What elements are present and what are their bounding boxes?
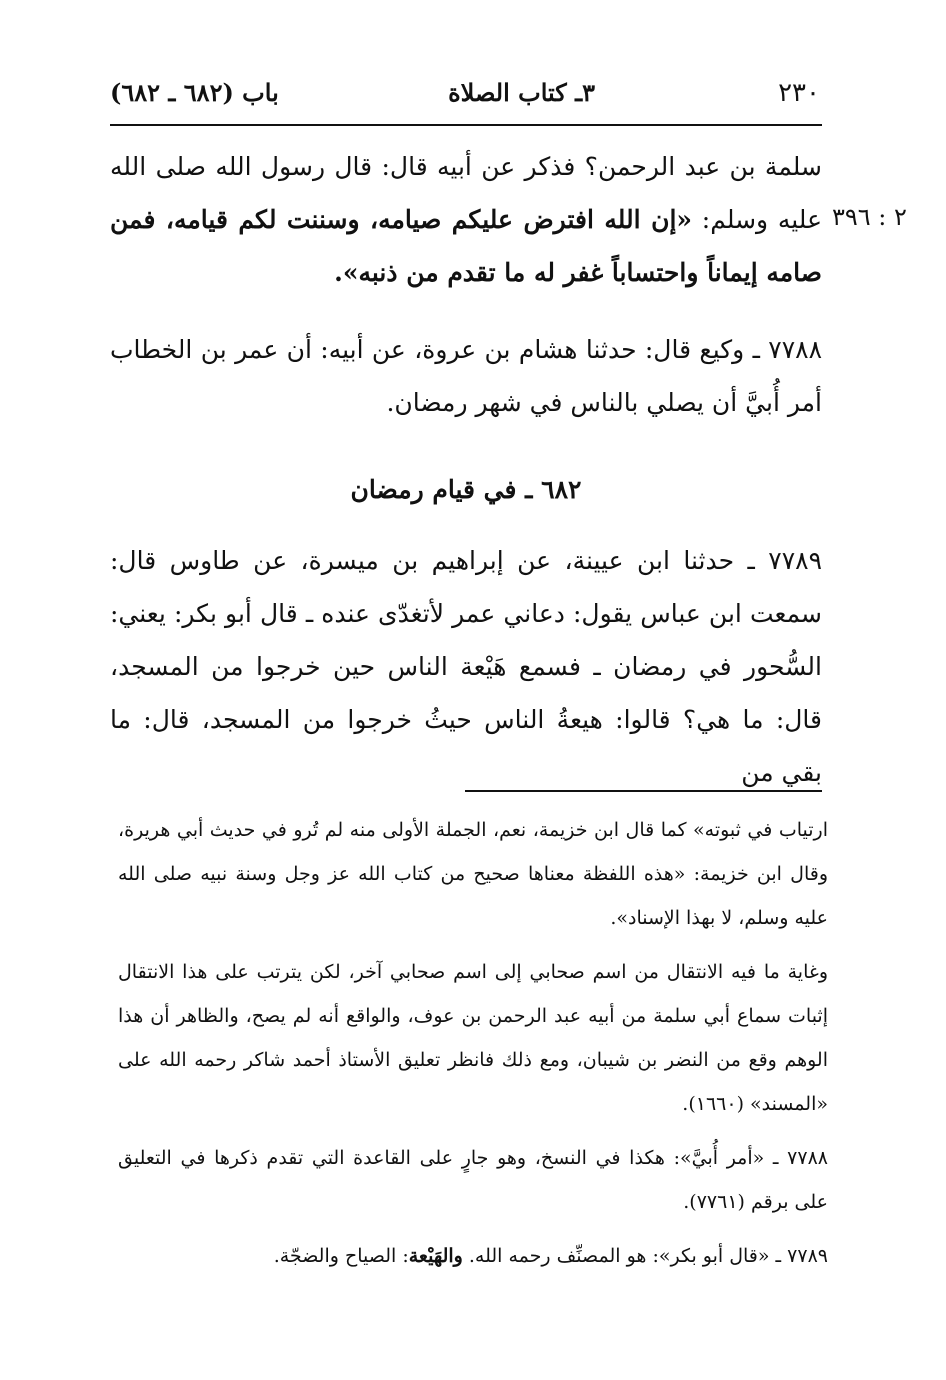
margin-reference: ٢ : ٣٩٦: [832, 203, 907, 231]
main-text: [110, 140, 822, 799]
footnote-7789: [118, 1234, 828, 1278]
page-number: ٢٣٠: [778, 78, 820, 108]
chapter-range: باب (٦٨٢ ـ ٦٨٢): [110, 78, 279, 107]
page-header: [110, 78, 820, 118]
footnote-7789-definition: : الصياح والضجّة.: [273, 1245, 409, 1267]
footnote-7789-text: ٧٧٨٩ ـ «قال أبو بكر»: هو المصنِّف رحمه الله.: [462, 1245, 828, 1267]
footnote-2: وغاية ما فيه الانتقال من اسم صحابي إلى اسم صحابي آخر، لكن يترتب على هذا الانتقال إثبات سماع أبي سلمة من أبيه عبد الرحمن بن عوف، والواقع أنه لم يصح، والظاهر أن هذا الوهم وقع من النضر بن شيبان، ومع ذلك فانظر تعليق الأستاذ أحمد شاكر رحمه الله على «المسند» (١٦٦٠).: [118, 961, 828, 1115]
header-divider: [110, 124, 822, 126]
footnote-divider: [465, 790, 822, 792]
footnote-7788: ٧٧٨٨ ـ «أمر أُبيَّ»: هكذا في النسخ، وهو جارٍ على القاعدة التي تقدم ذكرها في التعليق على برقم (٧٧٦١).: [118, 1147, 828, 1213]
hadith-7789: ٧٧٨٩ ـ حدثنا ابن عيينة، عن إبراهيم بن ميسرة، عن طاوس قال: سمعت ابن عباس يقول: دعاني عمر لأتغدّى عنده ـ قال أبو بكر: يعني: السُّحور في رمضان ـ فسمع هَيْعة الناس حين خرجوا من المسجد، قال: ما هي؟ قالوا: هيعةُ الناس حيثُ خرجوا من المسجد، قال: ما بقي من: [110, 546, 823, 787]
footnote-1: ارتياب في ثبوته» كما قال ابن خزيمة، نعم، الجملة الأولى منه لم تُرو في حديث أبي هريرة، وقال ابن خزيمة: «هذه اللفظة معناها صحيح من كتاب الله عز وجل وسنة نبيه صلى الله عليه وسلم، لا بهذا الإسناد».: [118, 819, 828, 929]
chapter-heading: ٦٨٢ ـ في قيام رمضان: [350, 475, 582, 504]
paragraph-1: [110, 140, 822, 299]
footnote-term: والهَيْعة: [408, 1245, 463, 1267]
book-title: ٣ـ كتاب الصلاة: [448, 78, 595, 107]
paragraph-1-text: سلمة بن عبد الرحمن؟ فذكر عن أبيه قال: قال رسول الله صلى الله عليه وسلم:: [110, 152, 822, 234]
footnotes: [118, 808, 828, 1278]
hadith-7788: ٧٧٨٨ ـ وكيع قال: حدثنا هشام بن عروة، عن أبيه: أن عمر بن الخطاب أمر أُبيَّ أن يصلي بالناس في شهر رمضان.: [110, 335, 822, 417]
hadith-quote: «إن الله افترض عليكم صيامه، وسننت لكم قيامه، فمن صامه إيماناً واحتساباً غفر له ما تقدم من ذنبه».: [110, 205, 822, 287]
